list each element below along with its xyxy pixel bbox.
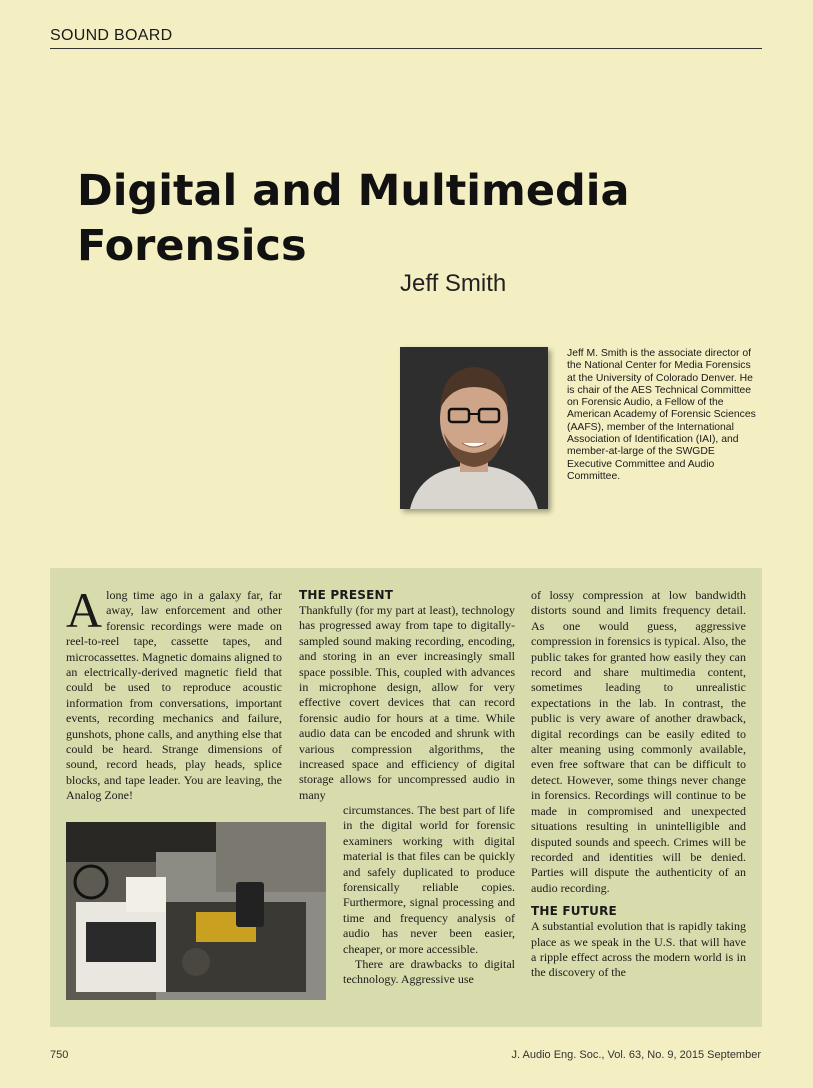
journal-citation: J. Audio Eng. Soc., Vol. 63, No. 9, 2015 September (511, 1049, 761, 1061)
present-paragraph-2: There are drawbacks to digital technology. Aggressive use (343, 957, 515, 987)
portrait-illustration (400, 347, 548, 509)
recording-equipment-photo (66, 822, 326, 1000)
author-photo (400, 347, 548, 509)
intro-paragraph: long time ago in a galaxy far, far away, law enforcement and other forensic recordings were made on reel-to-reel tape, cassette tapes, and microcassettes. Magnetic domains aligned to an electrically-derived magnetic field that could be used to reproduce acoustic information from conversations, important events, recording mechanics and failure, gunshots, phone calls, and anything else that could be heard. Strange dimensions of sound, record heads, play heads, splice blocks, and tape leader. You are leaving, the Analog Zone! (66, 588, 282, 803)
author-bio: Jeff M. Smith is the associate director of the National Center for Media Forensics at the University of Colorado Denver. He is chair of the AES Technical Committee on Forensic Audio, a Fellow of the American Academy of Forensic Sciences (AAFS), member of the International Association of Identification (IAI), and member-at-large of the SWGDE Executive Committee and Audio Committee. (567, 348, 756, 482)
title-line-1: Digital and Multimedia (77, 166, 630, 216)
column-2-continued (343, 803, 515, 988)
column-3 (531, 588, 746, 981)
page-number: 750 (50, 1049, 69, 1061)
article-title (77, 164, 757, 274)
future-paragraph: A substantial evolution that is rapidly taking place as we speak in the U.S. that will have a ripple effect across the modern world is in the discovery of the (531, 919, 746, 980)
drop-cap: A (66, 582, 103, 638)
column-1 (66, 582, 282, 804)
header-rule (50, 48, 762, 49)
section-label: SOUND BOARD (50, 27, 173, 44)
drawbacks-paragraph: of lossy compression at low bandwidth distorts sound and limits frequency detail. As one would guess, aggressive compression in forensics is typical. Also, the public takes for granted how easily they can record and share multimedia content, sometimes leading to unrealistic expectations in the lab. In contrast, the public is very aware of another drawback, digital recordings can be easily edited to alter meaning using commonly available, even free software that can be difficult to detect. However, some things never change in forensics. Recordings will continue to be made in compromised and unexpected situations resulting in unintelligible and disputed sounds and speech. Crimes will be recorded and identities will be denied. Parties will dispute the authenticity of an audio recording. (531, 588, 746, 895)
present-heading: THE PRESENT (299, 588, 394, 602)
future-heading: THE FUTURE (531, 904, 617, 919)
equipment-illustration (66, 822, 326, 1000)
author-name: Jeff Smith (400, 270, 507, 297)
present-paragraph-1: Thankfully (for my part at least), technology has progressed away from tape to digitally-sampled sound making recording, encoding, and storing in an ever increasingly small space possible. This, coupled with advances in microphone design, allow for very effective covert devices that can record forensic audio for hours at a time. While audio data can be encoded and shrunk with various compression algorithms, the increased space and efficiency of digital storage allows for uncompressed audio in many (299, 603, 515, 802)
title-line-2: Forensics (77, 221, 307, 271)
present-paragraph-1-continued: circumstances. The best part of life in the digital world for forensic examiners working with digital material is that files can be quickly and safely duplicated to produce forensically reliable copies. Furthermore, signal processing and time and frequency analysis of audio has never been easier, cheaper, or more accessible. (343, 803, 515, 956)
column-2 (299, 588, 515, 803)
